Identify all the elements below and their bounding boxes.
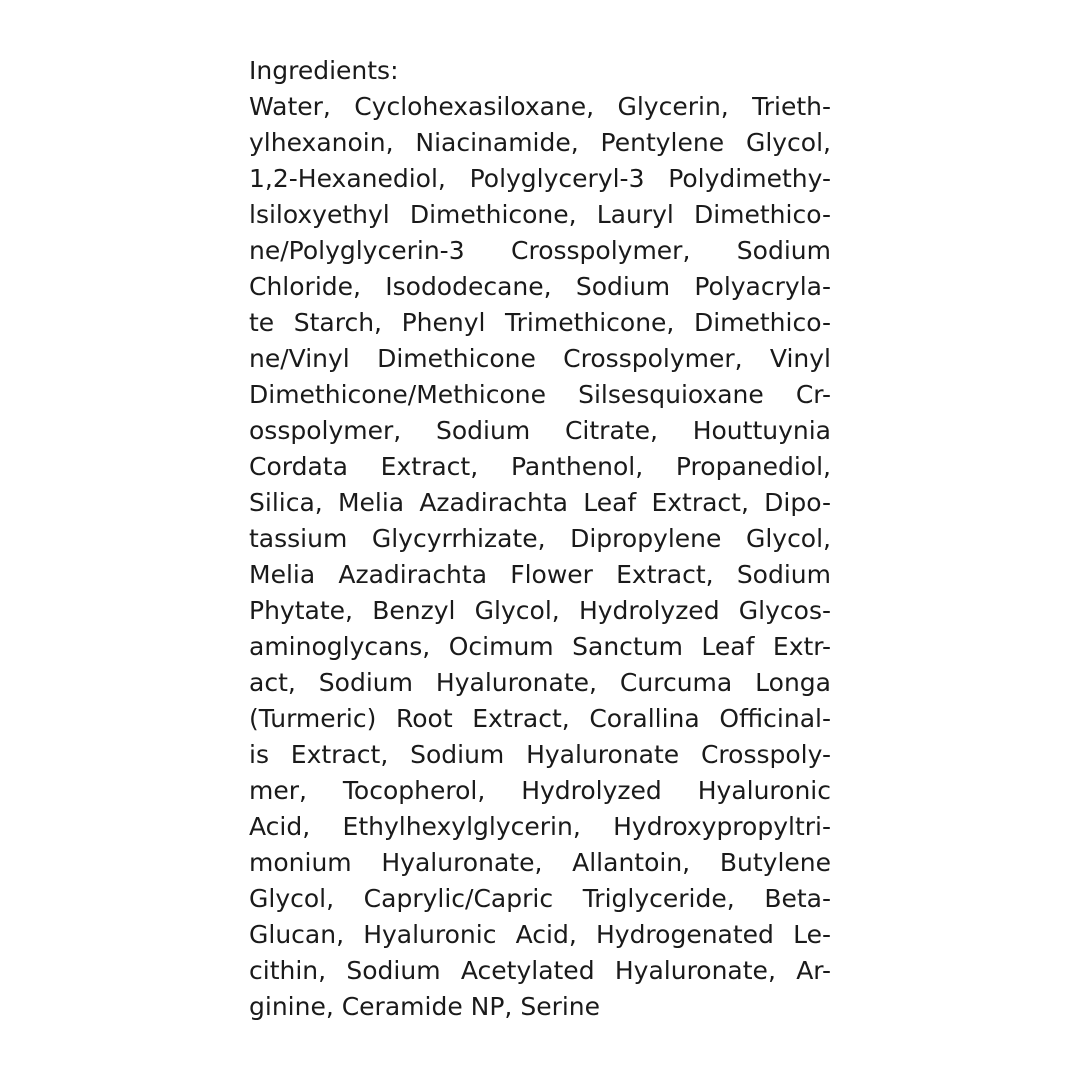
ingredient-line: act, Sodium Hyaluronate, Curcuma Longa: [249, 668, 831, 697]
ingredient-line: ne/Polyglycerin-3 Crosspolymer, Sodium: [249, 236, 831, 265]
ingredient-line: ylhexanoin, Niacinamide, Pentylene Glycol,: [249, 128, 831, 157]
ingredient-line: (Turmeric) Root Extract, Corallina Officinal-: [249, 704, 831, 733]
ingredient-line: Water, Cyclohexasiloxane, Glycerin, Trieth-: [249, 92, 831, 121]
ingredient-line: Silica, Melia Azadirachta Leaf Extract, Dipo-: [249, 488, 831, 517]
ingredient-line: monium Hyaluronate, Allantoin, Butylene: [249, 848, 831, 877]
ingredient-line: 1,2-Hexanediol, Polyglyceryl-3 Polydimethy-: [249, 164, 831, 193]
ingredient-line: Phytate, Benzyl Glycol, Hydrolyzed Glycos-: [249, 596, 831, 625]
ingredient-line: Cordata Extract, Panthenol, Propanediol,: [249, 452, 831, 481]
ingredient-line: cithin, Sodium Acetylated Hyaluronate, Ar-: [249, 956, 831, 985]
ingredients-block: [249, 53, 831, 1025]
ingredient-line: osspolymer, Sodium Citrate, Houttuynia: [249, 416, 831, 445]
ingredient-line: ne/Vinyl Dimethicone Crosspolymer, Vinyl: [249, 344, 831, 373]
ingredient-list: [249, 89, 831, 1025]
ingredient-line: Glycol, Caprylic/Capric Triglyceride, Beta-: [249, 884, 831, 913]
ingredients-heading: Ingredients:: [249, 56, 399, 85]
ingredient-line: aminoglycans, Ocimum Sanctum Leaf Extr-: [249, 632, 831, 661]
ingredient-line: lsiloxyethyl Dimethicone, Lauryl Dimethico-: [249, 200, 831, 229]
ingredient-line: te Starch, Phenyl Trimethicone, Dimethico-: [249, 308, 831, 337]
ingredient-line: is Extract, Sodium Hyaluronate Crosspoly-: [249, 740, 831, 769]
ingredient-line: mer, Tocopherol, Hydrolyzed Hyaluronic: [249, 776, 831, 805]
ingredient-line: Melia Azadirachta Flower Extract, Sodium: [249, 560, 831, 589]
ingredient-line: Glucan, Hyaluronic Acid, Hydrogenated Le-: [249, 920, 831, 949]
ingredient-line: Dimethicone/Methicone Silsesquioxane Cr-: [249, 380, 831, 409]
ingredient-line: ginine, Ceramide NP, Serine: [249, 992, 601, 1021]
ingredient-line: Acid, Ethylhexylglycerin, Hydroxypropyltri-: [249, 812, 831, 841]
ingredient-line: Chloride, Isododecane, Sodium Polyacryla-: [249, 272, 831, 301]
ingredient-line: tassium Glycyrrhizate, Dipropylene Glycol,: [249, 524, 831, 553]
